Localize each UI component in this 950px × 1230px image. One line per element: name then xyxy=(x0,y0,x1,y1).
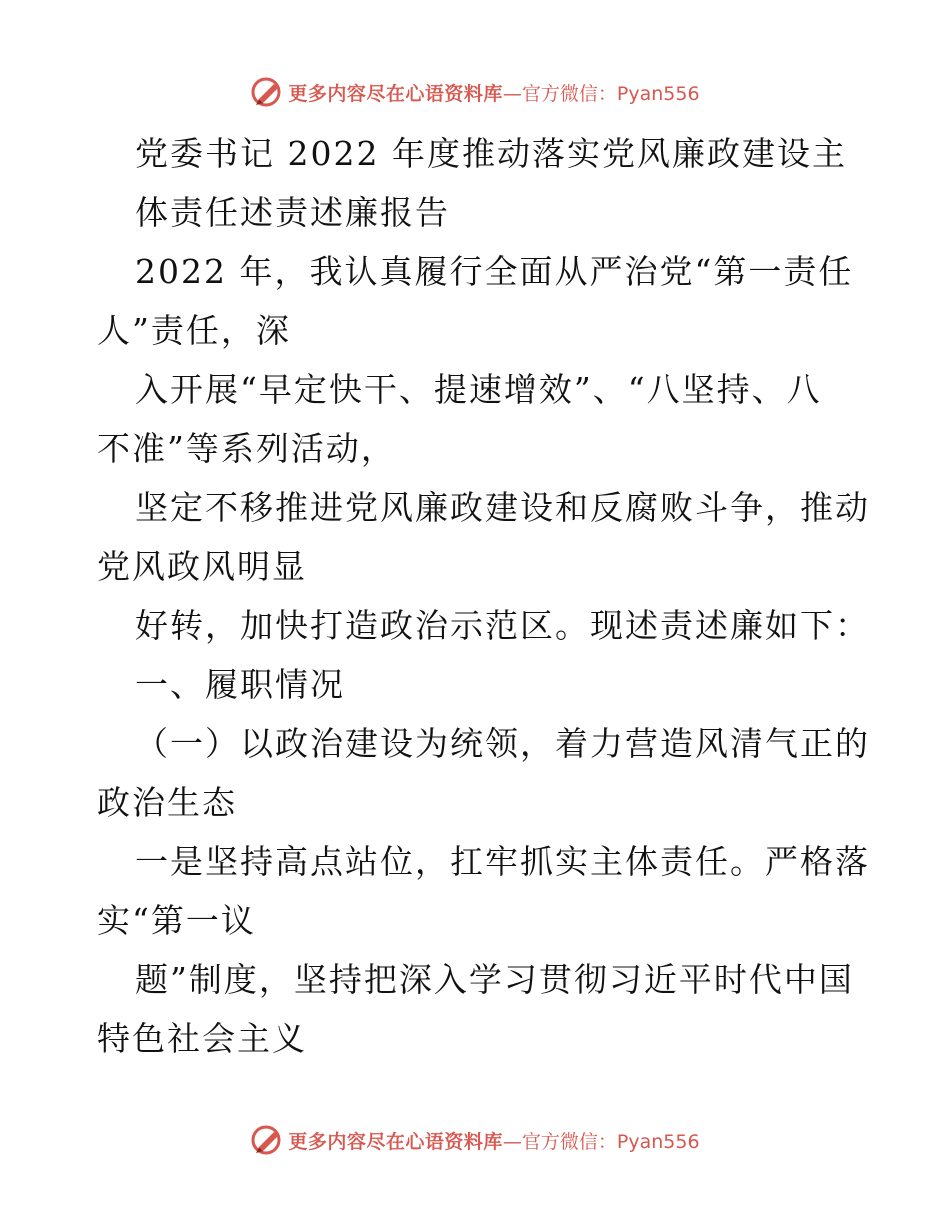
doc-line: 实“第一议 xyxy=(97,901,256,940)
doc-line: 特色社会主义 xyxy=(97,1019,307,1058)
pen-logo-icon xyxy=(250,1123,284,1157)
banner-brand-text: 更多内容尽在心语资料库 xyxy=(288,1130,503,1153)
doc-line: 党风政风明显 xyxy=(97,547,307,586)
doc-line: 一是坚持高点站位，扛牢抓实主体责任。严格落 xyxy=(135,842,870,881)
doc-line: 党委书记 2022 年度推动落实党风廉政建设主 xyxy=(135,134,847,173)
doc-line: 坚定不移推进党风廉政建设和反腐败斗争，推动 xyxy=(135,488,870,527)
doc-line: 2022 年，我认真履行全面从严治党“第一责任 xyxy=(135,252,854,291)
header-banner xyxy=(0,72,950,112)
banner-contact-text: —官方微信：Pyan556 xyxy=(502,82,700,105)
section-heading: 一、履职情况 xyxy=(135,665,345,704)
banner-contact-text: —官方微信：Pyan556 xyxy=(502,1130,700,1153)
subsection-heading: （一）以政治建设为统领，着力营造风清气正的 xyxy=(135,724,870,763)
footer-banner xyxy=(0,1120,950,1160)
doc-line: 好转，加快打造政治示范区。现述责述廉如下： xyxy=(135,606,870,645)
banner-brand-text: 更多内容尽在心语资料库 xyxy=(288,82,503,105)
doc-line: 体责任述责述廉报告 xyxy=(135,193,450,232)
doc-line: 人”责任，深 xyxy=(97,311,291,350)
doc-line: 入开展“早定快干、提速增效”、“八坚持、八 xyxy=(135,370,822,409)
doc-line: 题”制度，坚持把深入学习贯彻习近平时代中国 xyxy=(135,960,854,999)
doc-line: 不准”等系列活动， xyxy=(97,429,396,468)
document-body xyxy=(97,124,870,1068)
doc-line: 政治生态 xyxy=(97,783,237,822)
pen-logo-icon xyxy=(250,75,284,109)
